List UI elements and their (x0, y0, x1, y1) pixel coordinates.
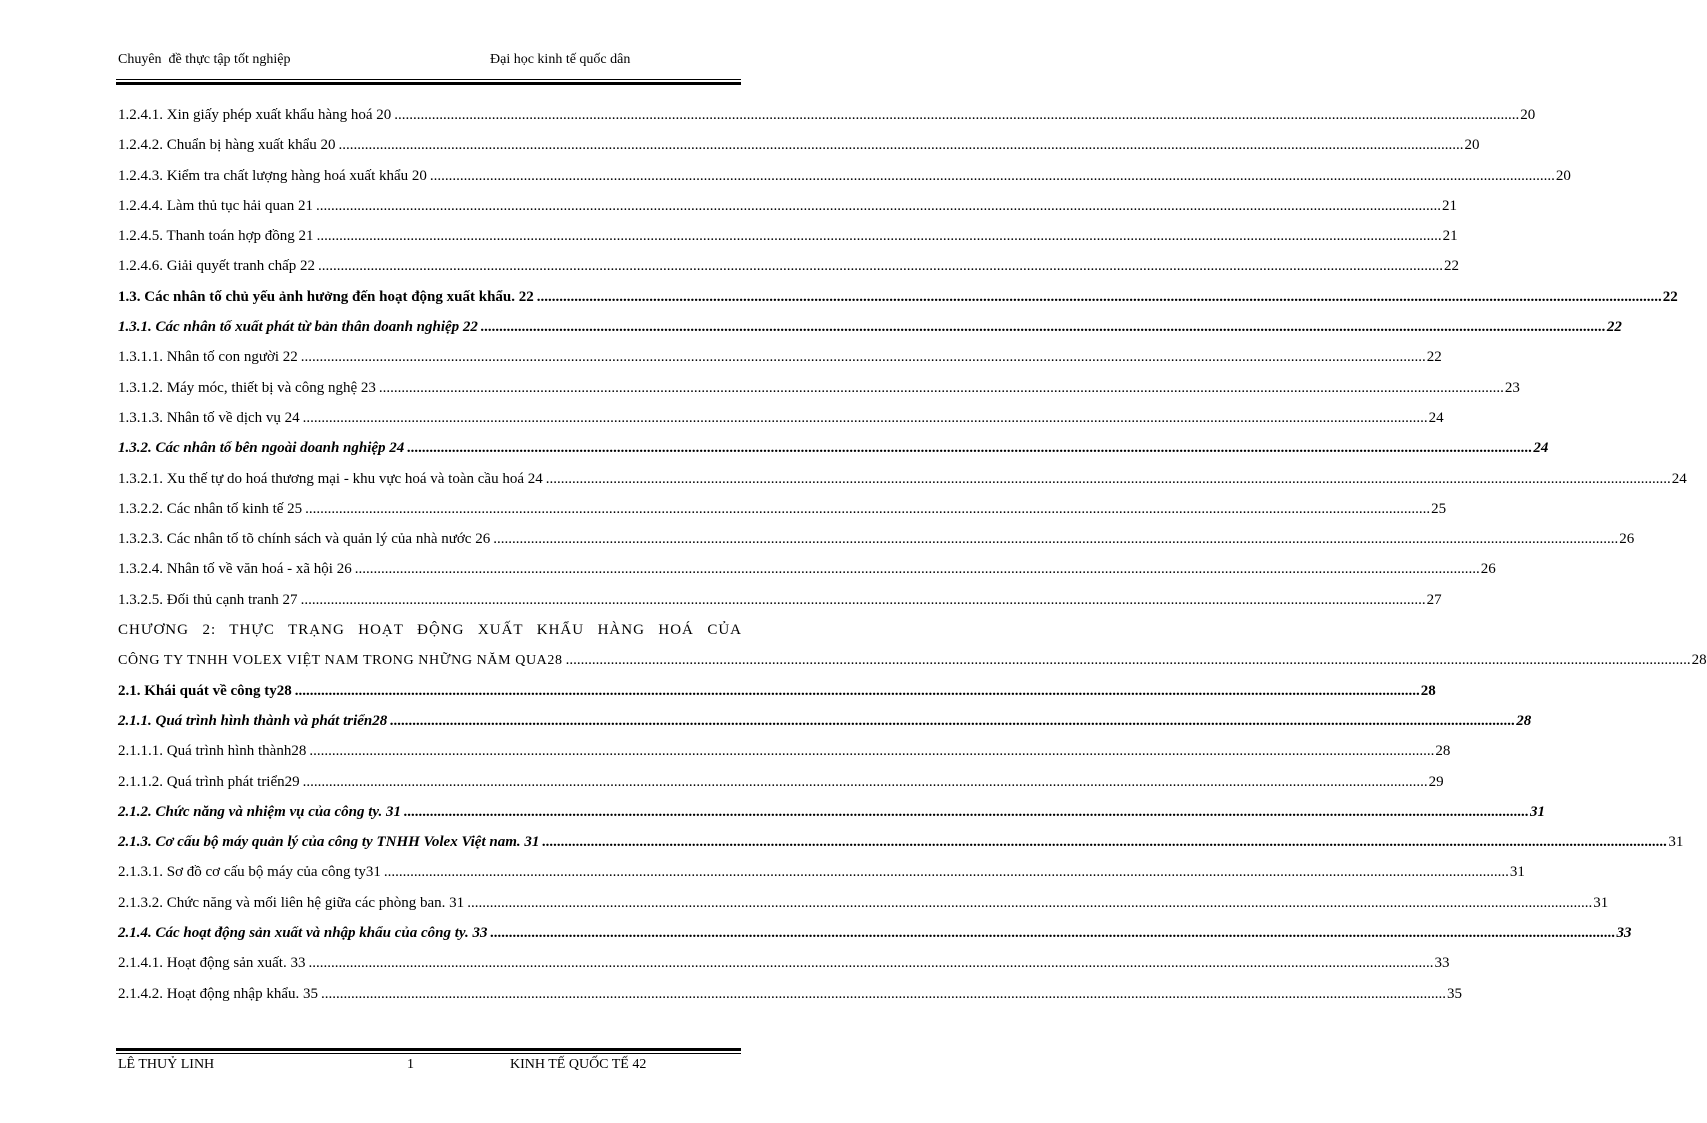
toc-leader-dots: ............................................................................................................................................................................................................................................................................................................ (305, 500, 1431, 517)
toc-entry-title: 2.1.2. Chức năng và nhiệm vụ của công ty. 31 (118, 803, 402, 820)
toc-leader-dots: ............................................................................................................................................................................................................................................................................................................ (407, 440, 1533, 457)
toc-entry[interactable] (118, 524, 1635, 554)
toc-entry[interactable] (118, 585, 1442, 615)
toc-entry-page: 33 (1616, 925, 1632, 942)
toc-entry-page: 23 (1504, 379, 1520, 396)
toc-entry-page: 28 (1691, 652, 1707, 669)
toc-leader-dots: ............................................................................................................................................................................................................................................................................................................ (300, 591, 1426, 608)
toc-leader-dots: ............................................................................................................................................................................................................................................................................................................ (394, 107, 1520, 123)
toc-entry[interactable] (118, 767, 1444, 797)
toc-entry-page: 28 (1435, 743, 1451, 760)
toc-leader-dots: ............................................................................................................................................................................................................................................................................................................ (320, 985, 1446, 1002)
header-rule-thin (116, 79, 741, 80)
toc-entry-title: 1.3. Các nhân tố chủ yếu ảnh hưởng đến hoạt động xuất khẩu. 22 (118, 288, 534, 305)
toc-leader-dots: ............................................................................................................................................................................................................................................................................................................ (378, 379, 1504, 396)
toc-entry-page: 25 (1431, 500, 1447, 517)
toc-leader-dots: ............................................................................................................................................................................................................................................................................................................ (490, 925, 1616, 942)
toc-entry-page: 22 (1606, 319, 1622, 336)
toc-entry-title: 1.3.1.2. Máy móc, thiết bị và công nghệ 23 (118, 379, 376, 396)
toc-entry-title: CÔNG TY TNHH VOLEX VIỆT NAM TRONG NHỮNG NĂM QUA28 (118, 653, 563, 669)
toc-entry-page: 22 (1662, 288, 1678, 305)
toc-entry-title: 2.1. Khái quát về công ty28 (118, 682, 292, 699)
toc-leader-dots: ............................................................................................................................................................................................................................................................................................................ (383, 864, 1509, 881)
toc-entry-page: 24 (1428, 409, 1444, 426)
toc-entry[interactable] (118, 554, 1496, 584)
toc-leader-dots: ............................................................................................................................................................................................................................................................................................................ (302, 409, 1428, 426)
toc-entry-title: 1.2.4.3. Kiểm tra chất lượng hàng hoá xuất khẩu 20 (118, 167, 427, 184)
toc-leader-dots: ............................................................................................................................................................................................................................................................................................................ (565, 652, 1691, 669)
toc-entry-title: 1.3.1. Các nhân tố xuất phát từ bản thân doanh nghiệp 22 (118, 319, 478, 336)
toc-entry-page: 28 (1516, 712, 1532, 729)
toc-entry-title: 1.2.4.6. Giải quyết tranh chấp 22 (118, 258, 316, 275)
toc-entry[interactable] (118, 979, 1462, 1009)
toc-entry[interactable] (118, 130, 1480, 160)
toc-leader-dots: ............................................................................................................................................................................................................................................................................................................ (542, 834, 1668, 851)
toc-entry[interactable] (118, 464, 1687, 494)
toc-entry[interactable] (118, 676, 1436, 706)
toc-leader-dots: ............................................................................................................................................................................................................................................................................................................ (308, 955, 1434, 972)
toc-entry-title: 1.3.1.1. Nhân tố con người 22 (118, 349, 298, 366)
toc-entry-page: 24 (1671, 470, 1687, 487)
toc-entry[interactable] (118, 221, 1458, 251)
toc-leader-dots: ............................................................................................................................................................................................................................................................................................................ (545, 470, 1671, 487)
toc-entry-page: 31 (1668, 834, 1684, 851)
toc-entry-page: 20 (1520, 107, 1536, 123)
toc-entry-title: 1.3.2. Các nhân tố bên ngoài doanh nghiệp 24 (118, 440, 405, 457)
toc-leader-dots: ............................................................................................................................................................................................................................................................................................................ (315, 197, 1441, 214)
toc-entry[interactable] (118, 948, 1450, 978)
toc-part-1 (118, 100, 1687, 615)
footer-author: LÊ THUỶ LINH (118, 1057, 215, 1072)
toc-entry-page: 27 (1426, 591, 1442, 608)
toc-entry[interactable] (118, 403, 1444, 433)
header-left-text: Chuyên đề thực tập tốt nghiệp (118, 52, 291, 67)
footer-page-number: 1 (407, 1057, 414, 1072)
toc-entry-title: 1.3.2.5. Đối thủ cạnh tranh 27 (118, 591, 298, 608)
toc-entry-page: 22 (1426, 349, 1442, 366)
toc-entry-page: 31 (1593, 894, 1609, 911)
toc-entry-page: 31 (1530, 803, 1546, 820)
toc-leader-dots: ............................................................................................................................................................................................................................................................................................................ (338, 137, 1464, 154)
toc-leader-dots: ............................................................................................................................................................................................................................................................................................................ (480, 319, 1606, 336)
footer-rule-thick (116, 1048, 741, 1051)
toc-entry-title: 2.1.4.1. Hoạt động sản xuất. 33 (118, 955, 306, 972)
toc-leader-dots: ............................................................................................................................................................................................................................................................................................................ (404, 803, 1530, 820)
toc-entry[interactable] (118, 100, 1536, 130)
toc-leader-dots: ............................................................................................................................................................................................................................................................................................................ (294, 682, 1420, 699)
toc-entry[interactable] (118, 191, 1457, 221)
toc-entry-title: 2.1.4. Các hoạt động sản xuất và nhập khẩu của công ty. 33 (118, 925, 488, 942)
toc-entry[interactable] (118, 282, 1678, 312)
page-footer (118, 1057, 740, 1079)
toc-leader-dots: ............................................................................................................................................................................................................................................................................................................ (536, 288, 1662, 305)
toc-leader-dots: ............................................................................................................................................................................................................................................................................................................ (493, 531, 1619, 548)
toc-entry-page: 35 (1446, 985, 1462, 1002)
toc-entry[interactable] (118, 494, 1447, 524)
toc-entry[interactable] (118, 373, 1520, 403)
toc-entry-page: 24 (1533, 440, 1549, 457)
header-right-text: Đại học kinh tế quốc dân (490, 52, 631, 67)
toc-entry[interactable] (118, 433, 1549, 463)
toc-entry-page: 21 (1442, 228, 1458, 245)
toc-entry-page: 29 (1428, 773, 1444, 790)
toc-leader-dots: ............................................................................................................................................................................................................................................................................................................ (354, 561, 1480, 578)
toc-leader-dots: ............................................................................................................................................................................................................................................................................................................ (300, 349, 1426, 366)
toc-entry-page: 26 (1619, 531, 1635, 548)
toc-entry[interactable] (118, 312, 1622, 342)
toc-entry-title: 2.1.1.2. Quá trình phát triển29 (118, 773, 300, 790)
toc-leader-dots: ............................................................................................................................................................................................................................................................................................................ (309, 743, 1435, 760)
toc-entry[interactable] (118, 918, 1632, 948)
toc-entry[interactable] (118, 251, 1460, 281)
toc-entry[interactable] (118, 857, 1525, 887)
toc-entry[interactable] (118, 827, 1684, 857)
toc-entry-title: 1.3.2.4. Nhân tố về văn hoá - xã hội 26 (118, 561, 352, 578)
toc-leader-dots: ............................................................................................................................................................................................................................................................................................................ (390, 712, 1516, 729)
toc-entry-page: 26 (1480, 561, 1496, 578)
toc-entry-page: 31 (1509, 864, 1525, 881)
toc-entry-title: 2.1.1.1. Quá trình hình thành28 (118, 743, 307, 760)
toc-leader-dots: ............................................................................................................................................................................................................................................................................................................ (316, 228, 1442, 245)
page-header (118, 52, 740, 76)
toc-entry-page: 33 (1434, 955, 1450, 972)
toc-entry[interactable] (118, 161, 1571, 191)
toc-entry-chapter-2[interactable] (118, 645, 1707, 675)
toc-entry-title: 2.1.4.2. Hoạt động nhập khẩu. 35 (118, 985, 318, 1002)
toc-leader-dots: ............................................................................................................................................................................................................................................................................................................ (302, 773, 1428, 790)
toc-entry-page: 20 (1464, 137, 1480, 154)
toc-entry-page: 20 (1555, 167, 1571, 184)
toc-entry-title: 2.1.3.1. Sơ đồ cơ cấu bộ máy của công ty31 (118, 864, 381, 881)
toc-entry-title: 1.3.2.1. Xu thế tự do hoá thương mại - khu vực hoá và toàn cầu hoá 24 (118, 470, 543, 487)
table-of-contents (118, 100, 1707, 1009)
toc-entry-page: 21 (1441, 197, 1457, 214)
toc-leader-dots: ............................................................................................................................................................................................................................................................................................................ (467, 894, 1593, 911)
toc-entry-title: 2.1.1. Quá trình hình thành và phát triển28 (118, 712, 388, 729)
toc-entry-title: 1.2.4.4. Làm thủ tục hải quan 21 (118, 197, 313, 214)
toc-leader-dots: ............................................................................................................................................................................................................................................................................................................ (318, 258, 1444, 275)
toc-entry-title: 1.3.2.2. Các nhân tố kinh tế 25 (118, 500, 303, 517)
toc-entry-title: 1.2.4.5. Thanh toán hợp đồng 21 (118, 228, 314, 245)
footer-department: KINH TẾ QUỐC TẾ 42 (510, 1057, 647, 1072)
toc-entry-title: 1.3.2.3. Các nhân tố tõ chính sách và quản lý của nhà nước 26 (118, 531, 491, 548)
toc-entry[interactable] (118, 797, 1546, 827)
toc-part-2 (118, 676, 1684, 1009)
toc-entry[interactable] (118, 342, 1442, 372)
toc-entry-page: 28 (1420, 682, 1436, 699)
toc-entry-title: 1.2.4.1. Xin giấy phép xuất khẩu hàng hoá 20 (118, 107, 392, 123)
toc-entry-page: 22 (1444, 258, 1460, 275)
toc-entry-title: 2.1.3.2. Chức năng và mối liên hệ giữa các phòng ban. 31 (118, 894, 465, 911)
toc-entry[interactable] (118, 706, 1532, 736)
footer-rule-thin (116, 1053, 741, 1054)
toc-entry[interactable] (118, 736, 1451, 766)
header-rule-thick (116, 82, 741, 85)
chapter-heading-line1[interactable]: CHƯƠNG 2: THỰC TRẠNG HOẠT ĐỘNG XUẤT KHẨU HÀNG HOÁ CỦA (118, 622, 742, 639)
toc-entry-title: 1.3.1.3. Nhân tố về dịch vụ 24 (118, 409, 300, 426)
toc-entry-title: 2.1.3. Cơ cấu bộ máy quản lý của công ty TNHH Volex Việt nam. 31 (118, 834, 540, 851)
toc-entry-title: 1.2.4.2. Chuẩn bị hàng xuất khẩu 20 (118, 137, 336, 154)
toc-leader-dots: ............................................................................................................................................................................................................................................................................................................ (429, 167, 1555, 184)
toc-entry[interactable] (118, 888, 1609, 918)
